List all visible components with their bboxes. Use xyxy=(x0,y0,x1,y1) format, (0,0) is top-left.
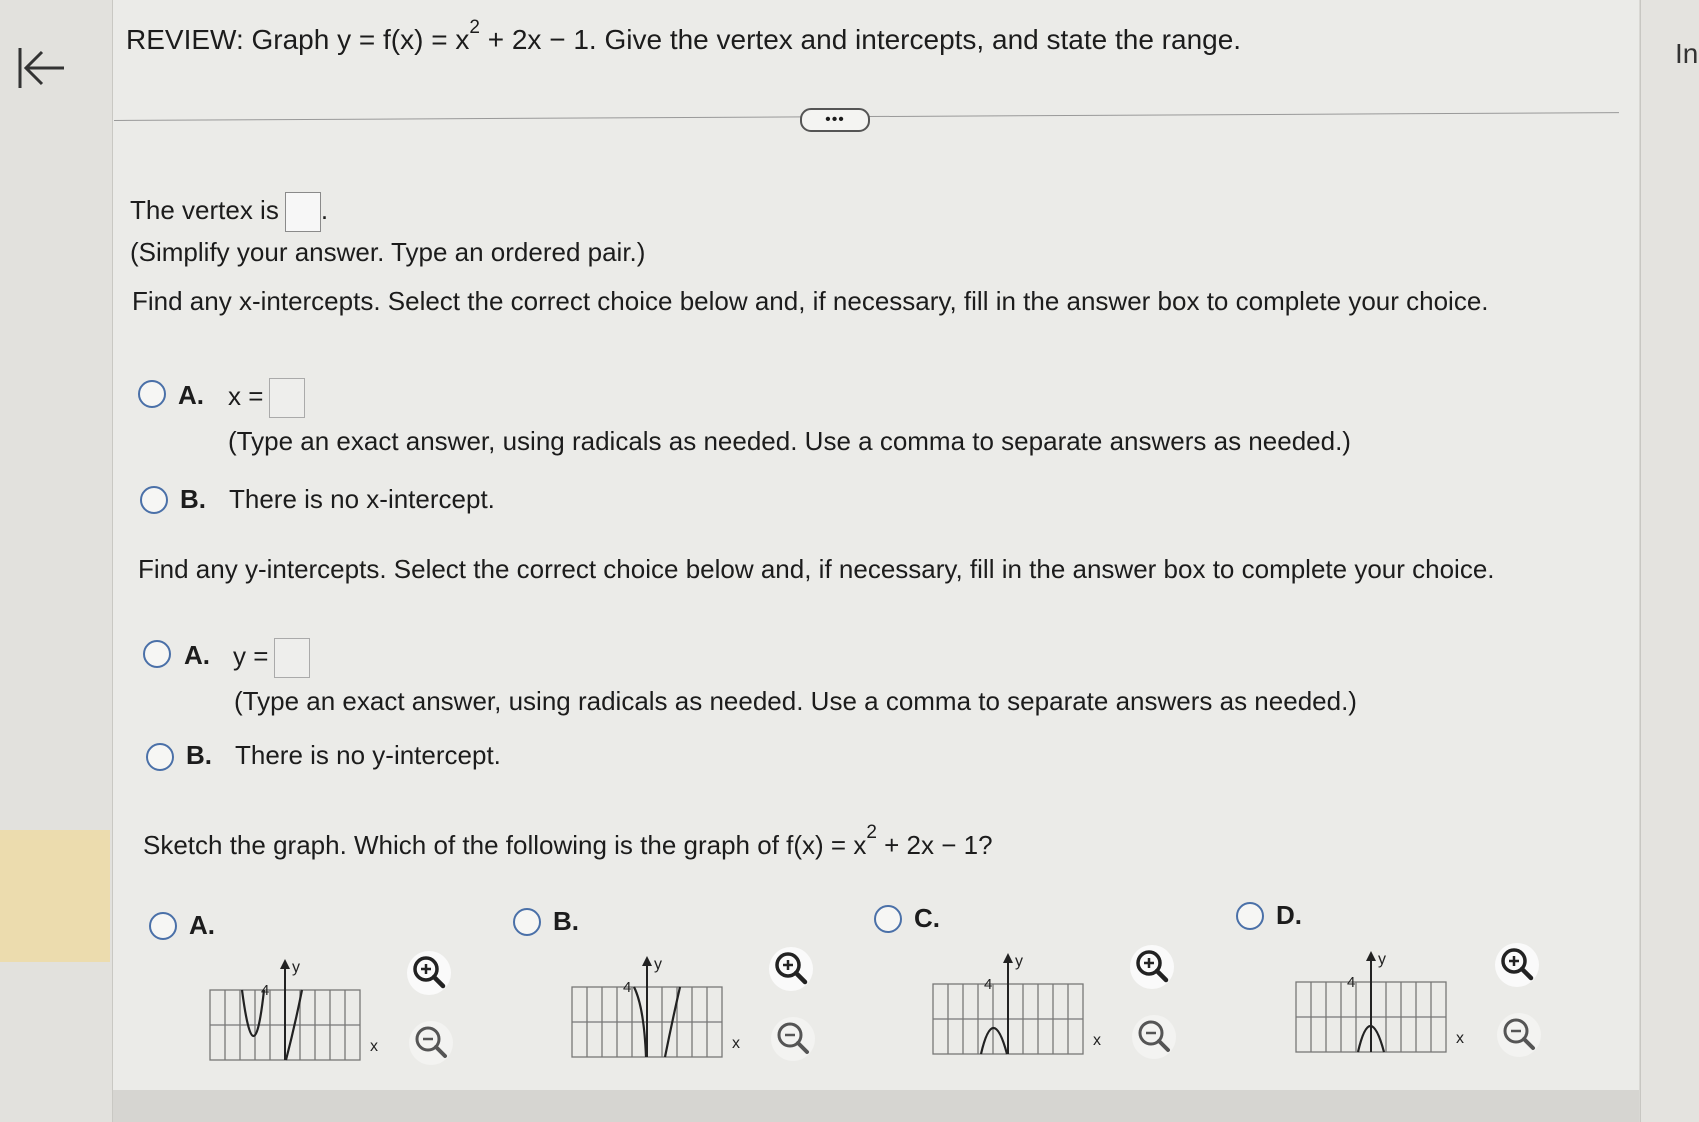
graph-choice-c-letter: C. xyxy=(914,903,940,933)
bottom-bar xyxy=(113,1090,1639,1122)
x-choice-a-radio[interactable] xyxy=(138,380,166,408)
graph-c-axis-arrow xyxy=(1003,953,1013,963)
y-choice-a-radio[interactable] xyxy=(143,640,171,668)
graph-a-axis-arrow xyxy=(280,959,290,969)
graph-choice-b-letter: B. xyxy=(553,906,579,936)
graph-choice-a-letter: A. xyxy=(189,910,215,940)
y-choice-a-letter: A. xyxy=(184,640,210,670)
sketch-prompt: Sketch the graph. Which of the following is the graph of $f(x) = x^2 + 2x - 1$? xyxy=(143,822,993,860)
x-choice-b-radio[interactable] xyxy=(140,486,168,514)
graph-choice-d-radio[interactable] xyxy=(1236,902,1264,930)
y-intercepts-prompt: Find any y-intercepts. Select the correct choice below and, if necessary, fill in the answer box to complete your choice. xyxy=(138,554,1495,584)
graph-d-y-label: y xyxy=(1378,951,1386,968)
x-choice-b-letter: B. xyxy=(180,484,206,514)
graph-a-tick: 4 xyxy=(261,982,270,999)
right-tab-label[interactable]: In xyxy=(1675,38,1699,69)
graph-choice-d-letter: D. xyxy=(1276,900,1302,930)
zoom-out-icon[interactable] xyxy=(768,1014,818,1064)
graph-c-curve xyxy=(981,1028,1007,1054)
graph-b-x-label: x xyxy=(732,1035,740,1052)
x-intercepts-prompt: Find any x-intercepts. Select the correct choice below and, if necessary, fill in the answer box to complete your choice. xyxy=(132,286,1489,316)
question-title: REVIEW: Graph $y = f(x) = x^2 + 2x - 1$. Give the vertex and intercepts, and state the range. xyxy=(126,17,1242,55)
graph-choice-b-radio[interactable] xyxy=(513,908,541,936)
y-choice-b-letter: B. xyxy=(186,740,212,770)
zoom-in-icon[interactable] xyxy=(766,944,816,994)
zoom-in-icon[interactable] xyxy=(404,948,454,998)
y-choice-b-radio[interactable] xyxy=(146,743,174,771)
graph-choice-c-radio[interactable] xyxy=(874,905,902,933)
x-choice-b-text: There is no x-intercept. xyxy=(229,484,495,514)
graph-d-thumbnail[interactable] xyxy=(1286,942,1476,1057)
graph-d-axis-arrow xyxy=(1366,951,1376,961)
more-button[interactable]: ••• xyxy=(800,108,870,132)
graph-c-x-label: x xyxy=(1093,1032,1101,1049)
graph-c-thumbnail[interactable] xyxy=(923,944,1113,1059)
graph-b-y-label: y xyxy=(654,956,662,973)
right-panel xyxy=(1640,0,1699,1122)
vertex-prompt: The vertex is . xyxy=(130,192,328,232)
zoom-in-icon[interactable] xyxy=(1127,942,1177,992)
y-choice-a: y = xyxy=(233,638,310,678)
zoom-in-icon[interactable] xyxy=(1492,940,1542,990)
graph-b-axis-arrow xyxy=(642,956,652,966)
back-arrow-icon[interactable] xyxy=(14,40,70,96)
zoom-out-icon[interactable] xyxy=(1494,1010,1544,1060)
x-choice-a-letter: A. xyxy=(178,380,204,410)
graph-b-thumbnail[interactable] xyxy=(562,947,752,1062)
y-choice-b-text: There is no y-intercept. xyxy=(235,740,501,770)
graph-c-y-label: y xyxy=(1015,953,1023,970)
graph-a-thumbnail[interactable] xyxy=(200,950,390,1065)
graph-c-tick: 4 xyxy=(984,976,993,993)
y-choice-a-hint: (Type an exact answer, using radicals as needed. Use a comma to separate answers as needed.) xyxy=(234,686,1357,716)
x-choice-a-hint: (Type an exact answer, using radicals as needed. Use a comma to separate answers as needed.) xyxy=(228,426,1351,456)
graph-d-x-label: x xyxy=(1456,1030,1464,1047)
left-panel xyxy=(0,0,113,1122)
vertex-input[interactable] xyxy=(285,192,321,232)
graph-d-tick: 4 xyxy=(1347,974,1356,991)
x-intercept-input[interactable] xyxy=(269,378,305,418)
left-highlight xyxy=(0,830,110,962)
graph-b-tick: 4 xyxy=(623,979,632,996)
graph-a-y-label: y xyxy=(292,959,300,976)
graph-a-x-label: x xyxy=(370,1038,378,1055)
graph-choice-a-radio[interactable] xyxy=(149,912,177,940)
zoom-out-icon[interactable] xyxy=(406,1018,456,1068)
vertex-hint: (Simplify your answer. Type an ordered pair.) xyxy=(130,237,646,267)
zoom-out-icon[interactable] xyxy=(1129,1012,1179,1062)
x-choice-a: x = xyxy=(228,378,305,418)
y-intercept-input[interactable] xyxy=(274,638,310,678)
